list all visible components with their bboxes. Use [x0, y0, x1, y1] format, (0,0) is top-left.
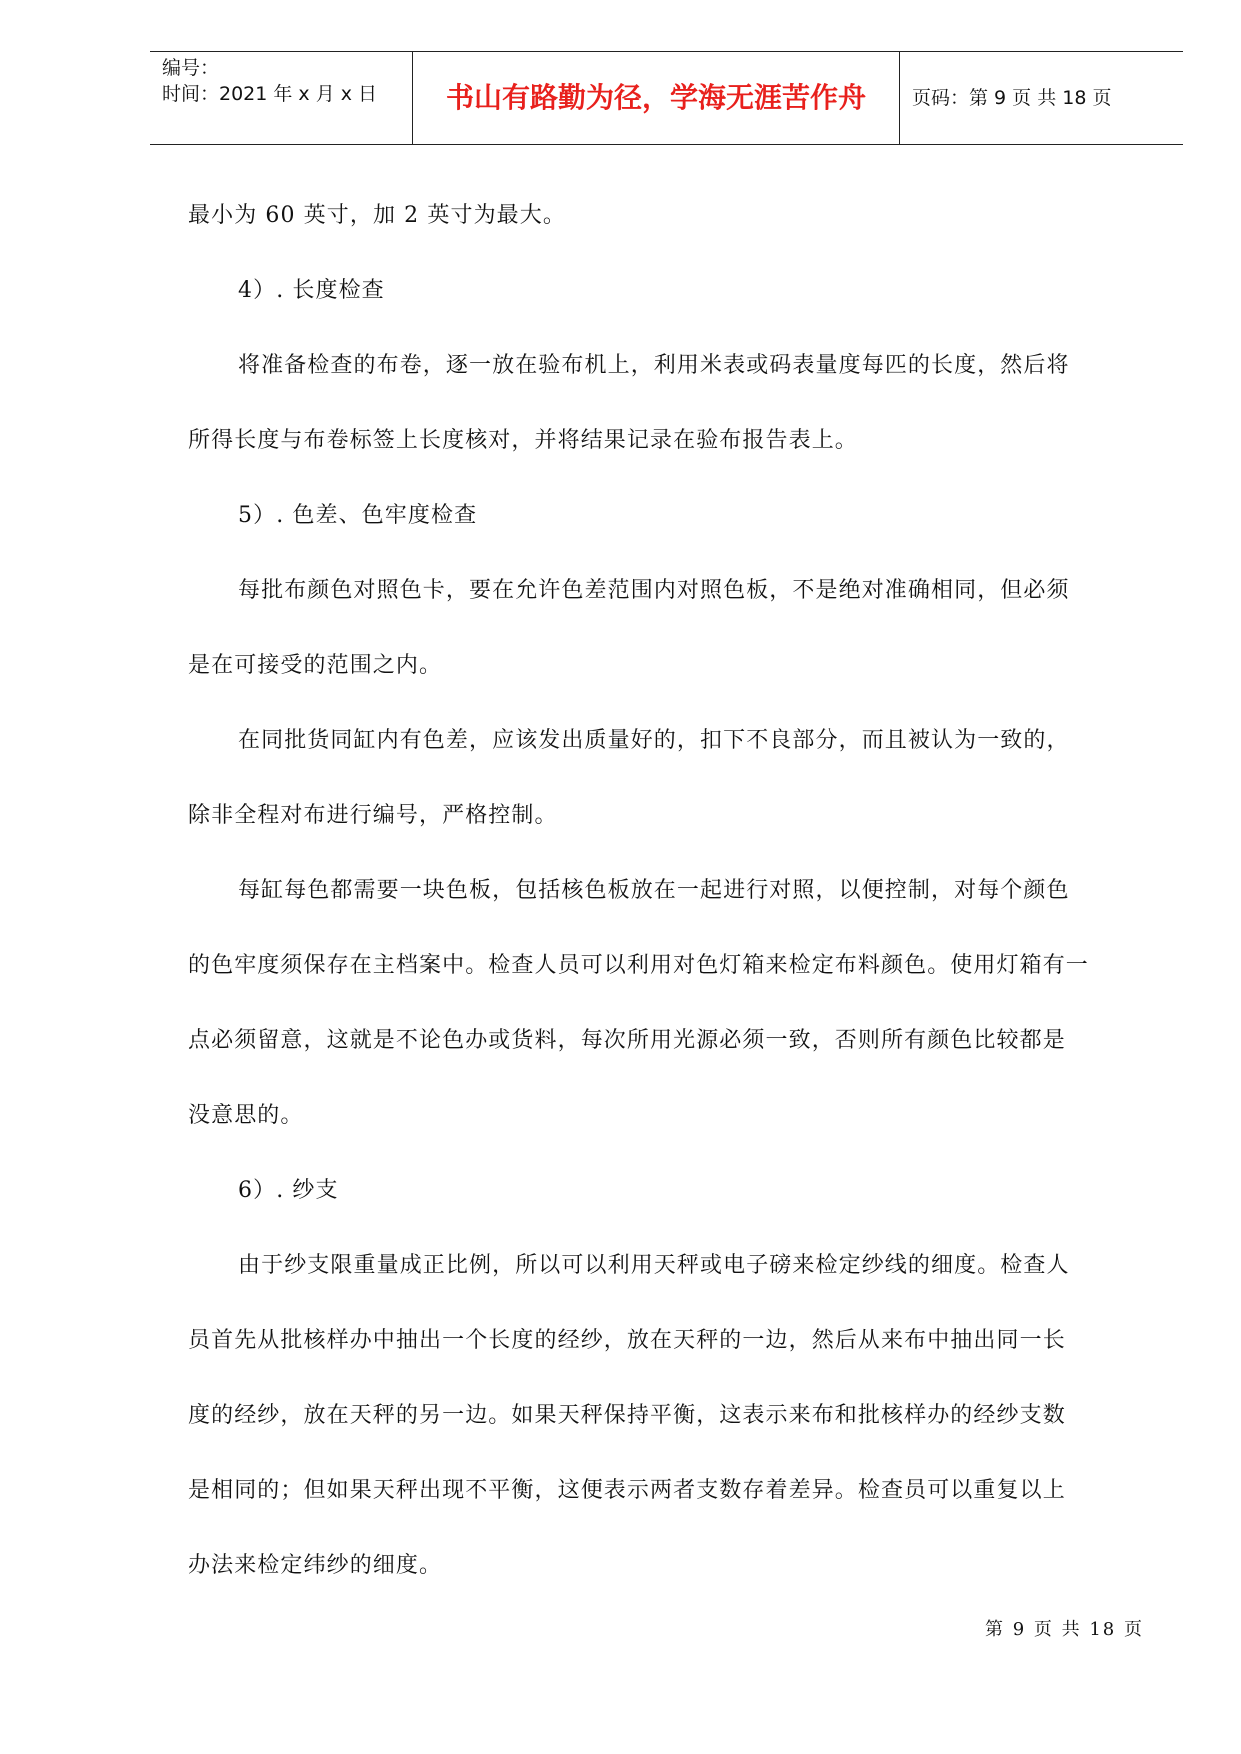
text-line: 最小为 60 英寸，加 2 英寸为最大。	[188, 203, 566, 228]
text-line: 的色牢度须保存在主档案中。检查人员可以利用对色灯箱来检定布料颜色。使用灯箱有一	[188, 953, 1089, 978]
text-line: 度的经纱，放在天秤的另一边。如果天秤保持平衡，这表示来布和批核样办的经纱支数	[188, 1403, 1066, 1428]
header-meta	[150, 52, 413, 144]
text-line: 所得长度与布卷标签上长度核对，并将结果记录在验布报告表上。	[188, 428, 858, 453]
text-line: 5）. 色差、色牢度检查	[238, 503, 478, 528]
footer-page-number: 第 9 页 共 18 页	[985, 1619, 1144, 1640]
text-line: 是在可接受的范围之内。	[188, 653, 443, 678]
document-body	[188, 178, 1138, 1603]
text-line: 每缸每色都需要一块色板，包括核色板放在一起进行对照，以便控制，对每个颜色	[238, 878, 1070, 903]
text-line: 没意思的。	[188, 1103, 304, 1128]
text-line: 每批布颜色对照色卡，要在允许色差范围内对照色板，不是绝对准确相同，但必须	[238, 578, 1070, 603]
header-motto: 书山有路勤为径，学海无涯苦作舟	[413, 52, 900, 144]
text-line: 点必须留意，这就是不论色办或货料，每次所用光源必须一致，否则所有颜色比较都是	[188, 1028, 1066, 1053]
text-line: 6）. 纱支	[238, 1178, 339, 1203]
header-page-number: 页码：第 9 页 共 18 页	[912, 87, 1112, 109]
text-line: 4）. 长度检查	[238, 278, 385, 303]
serial-label: 编号：	[162, 57, 220, 79]
time-label: 时间：2021 年 x 月 x 日	[162, 83, 378, 105]
text-line: 在同批货同缸内有色差，应该发出质量好的，扣下不良部分，而且被认为一致的，	[238, 728, 1070, 753]
page-header	[150, 51, 1183, 145]
text-line: 由于纱支限重量成正比例，所以可以利用天秤或电子磅来检定纱线的细度。检查人	[238, 1253, 1070, 1278]
text-line: 除非全程对布进行编号，严格控制。	[188, 803, 558, 828]
text-line: 是相同的；但如果天秤出现不平衡，这便表示两者支数存着差异。检查员可以重复以上	[188, 1478, 1066, 1503]
text-line: 员首先从批核样办中抽出一个长度的经纱，放在天秤的一边，然后从来布中抽出同一长	[188, 1328, 1066, 1353]
text-line: 将准备检查的布卷，逐一放在验布机上，利用米表或码表量度每匹的长度，然后将	[238, 353, 1070, 378]
text-line: 办法来检定纬纱的细度。	[188, 1553, 443, 1578]
